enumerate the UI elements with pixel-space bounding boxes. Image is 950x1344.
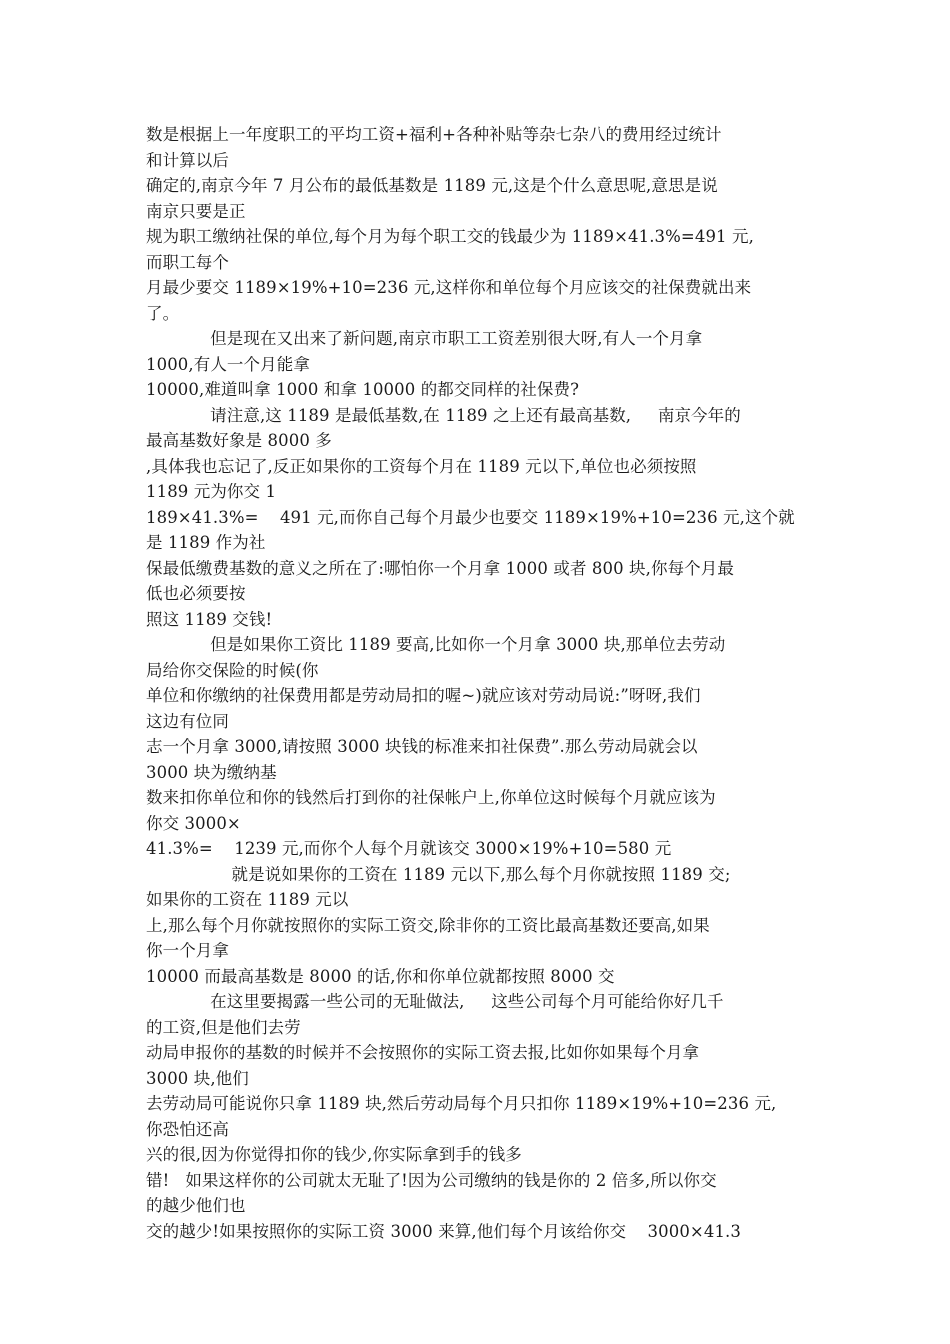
text-line: 了。 [146,303,180,323]
text-line: 志一个月拿 3000,请按照 3000 块钱的标准来扣社保费”.那么劳动局就会以 [146,737,698,756]
text-line: 的工资,但是他们去劳 [146,1017,301,1037]
text-line: 保最低缴费基数的意义之所在了:哪怕你一个月拿 1000 或者 800 块,你每个月最 [146,558,734,578]
text-line: 上,那么每个月你就按照你的实际工资交,除非你的工资比最高基数还要高,如果 [146,915,710,935]
text-line: 兴的很,因为你觉得扣你的钱少,你实际拿到手的钱多 [146,1145,522,1164]
text-line: 1000,有人一个月能拿 [146,354,310,374]
text-line: 这边有位同 [146,711,229,731]
text-line: 你一个月拿 [146,941,229,960]
text-line: 41.3%= 1239 元,而你个人每个月就该交 3000×19%+10=580 元 [146,839,672,858]
text-line: 但是如果你工资比 1189 要高,比如你一个月拿 3000 块,那单位去劳动 [146,635,726,654]
text-line: 数是根据上一年度职工的平均工资+福利+各种补贴等杂七杂八的费用经过统计 [146,125,722,144]
text-line: ,具体我也忘记了,反正如果你的工资每个月在 1189 元以下,单位也必须按照 [146,456,697,476]
text-line: 但是现在又出来了新问题,南京市职工工资差别很大呀,有人一个月拿 [146,329,703,348]
text-line: 规为职工缴纳社保的单位,每个月为每个职工交的钱最少为 1189×41.3%=491 元, [146,227,754,246]
text-line: 动局申报你的基数的时候并不会按照你的实际工资去报,比如你如果每个月拿 [146,1043,700,1062]
text-line: 1189 元为你交 1 [146,482,277,501]
text-line: 确定的,南京今年 7 月公布的最低基数是 1189 元,这是个什么意思呢,意思是说 [146,176,718,195]
text-line: 局给你交保险的时候(你 [146,660,319,680]
text-line: 照这 1189 交钱! [146,609,273,629]
text-line: 你交 3000× [146,813,241,833]
text-line: 交的越少!如果按照你的实际工资 3000 来算,他们每个月该给你交 3000×41.3 [146,1221,741,1241]
text-line: 10000 而最高基数是 8000 的话,你和你单位就都按照 8000 交 [146,966,615,986]
text-line: 在这里要揭露一些公司的无耻做法, 这些公司每个月可能给你好几千 [146,992,724,1011]
text-line: 南京只要是正 [146,201,246,221]
text-line: 请注意,这 1189 是最低基数,在 1189 之上还有最高基数, 南京今年的 [146,405,741,425]
text-line: 错! 如果这样你的公司就太无耻了!因为公司缴纳的钱是你的 2 倍多,所以你交 [146,1170,717,1190]
text-line: 3000 块,他们 [146,1068,249,1088]
text-line: 而职工每个 [146,252,229,272]
text-line: 就是说如果你的工资在 1189 元以下,那么每个月你就按照 1189 交; [146,864,731,884]
text-line: 3000 块为缴纳基 [146,762,277,782]
text-line: 189×41.3%= 491 元,而你自己每个月最少也要交 1189×19%+10=236 元,这个就 [146,507,795,527]
text-line: 月最少要交 1189×19%+10=236 元,这样你和单位每个月应该交的社保费就出来 [146,278,752,297]
text-line: 的越少他们也 [146,1196,246,1215]
text-line: 如果你的工资在 1189 元以 [146,890,349,909]
document-body [146,122,816,1244]
text-line: 10000,难道叫拿 1000 和拿 10000 的都交同样的社保费? [146,380,580,399]
text-line: 单位和你缴纳的社保费用都是劳动局扣的喔~)就应该对劳动局说:”呀呀,我们 [146,686,701,705]
text-line: 最高基数好象是 8000 多 [146,431,332,450]
text-line: 去劳动局可能说你只拿 1189 块,然后劳动局每个月只扣你 1189×19%+10=236 元, [146,1094,777,1113]
text-line: 数来扣你单位和你的钱然后打到你的社保帐户上,你单位这时候每个月就应该为 [146,788,716,807]
text-line: 和计算以后 [146,150,229,170]
text-line: 是 1189 作为社 [146,533,266,552]
text-line: 低也必须要按 [146,584,246,603]
text-line: 你恐怕还高 [146,1119,229,1139]
